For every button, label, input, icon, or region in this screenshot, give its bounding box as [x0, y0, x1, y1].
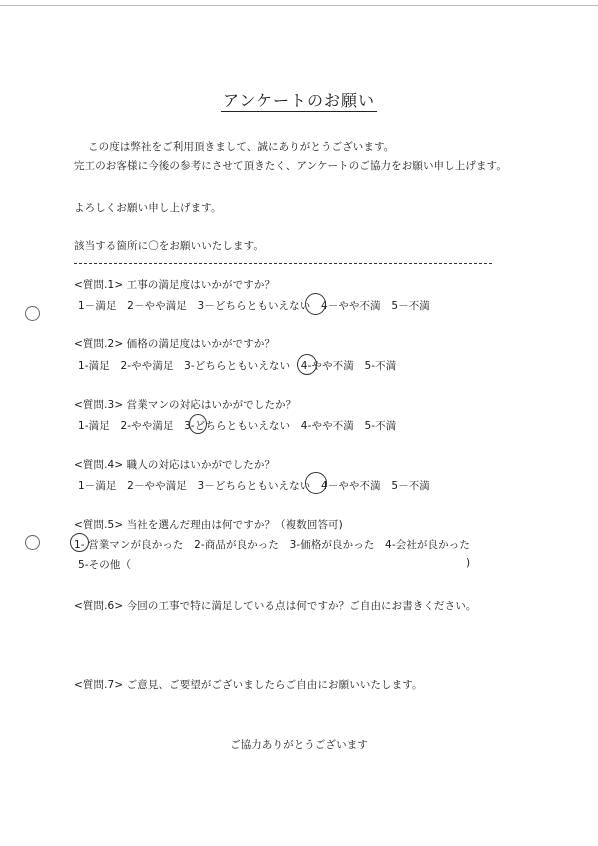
question-1-heading: <質問.1> 工事の満足度はいかがですか？ [74, 279, 276, 291]
binder-hole-icon [25, 535, 40, 550]
intro-line-2: 完工のお客様に今後の参考にさせて頂きたく、アンケートのご協力をお願い申し上げます。 [74, 160, 507, 172]
question-5-other-close: ) [466, 557, 471, 569]
answer-circle-q1 [305, 293, 326, 315]
question-4-heading: <質問.4> 職人の対応はいかがでしたか？ [74, 459, 276, 471]
answer-circle-q5 [70, 533, 89, 552]
question-5-other: 5-その他（ [78, 559, 132, 571]
question-3-heading: <質問.3> 営業マンの対応はいかがでしたか？ [74, 399, 297, 411]
question-2-choices: 1-満足 2-やや満足 3-どちらともいえない 4-やや不満 5-不満 [78, 360, 397, 372]
question-7-heading: <質問.7> ご意見、ご要望がございましたらご自由にお願いいたします。 [74, 679, 423, 691]
request-line: よろしくお願い申し上げます。 [74, 202, 222, 214]
binder-hole-icon [25, 306, 40, 321]
question-1-choices: 1－満足 2－やや満足 3－どちらともいえない 4－やや不満 5－不満 [78, 300, 430, 312]
question-4-choices: 1－満足 2－やや満足 3－どちらともいえない 4－やや不満 5－不満 [78, 480, 430, 492]
instruction-line: 該当する箇所に〇をお願いいたします。 [74, 240, 264, 252]
answer-circle-q3 [189, 414, 207, 434]
page-title: アンケートのお願い [222, 91, 376, 110]
dashed-divider [74, 263, 492, 264]
answer-circle-q2 [297, 354, 317, 375]
question-2-heading: <質問.2> 価格の満足度はいかがですか？ [74, 338, 276, 350]
question-5-heading: <質問.5> 当社を選んだ理由は何ですか？（複数回答可) [74, 519, 343, 531]
question-6-heading: <質問.6> 今回の工事で特に満足している点は何ですか？ご自由にお書きください。 [74, 600, 477, 612]
answer-circle-q4 [305, 472, 327, 494]
scan-edge-line [0, 5, 598, 6]
intro-line-1: この度は弊社をご利用頂きまして、誠にありがとうございます。 [88, 141, 395, 153]
question-5-choices: 1- 営業マンが良かった 2-商品が良かった 3-価格が良かった 4-会社が良かった [74, 539, 470, 551]
question-3-choices: 1-満足 2-やや満足 3-どちらともいえない 4-やや不満 5-不満 [78, 420, 397, 432]
closing-thanks: ご協力ありがとうございます [230, 739, 368, 751]
